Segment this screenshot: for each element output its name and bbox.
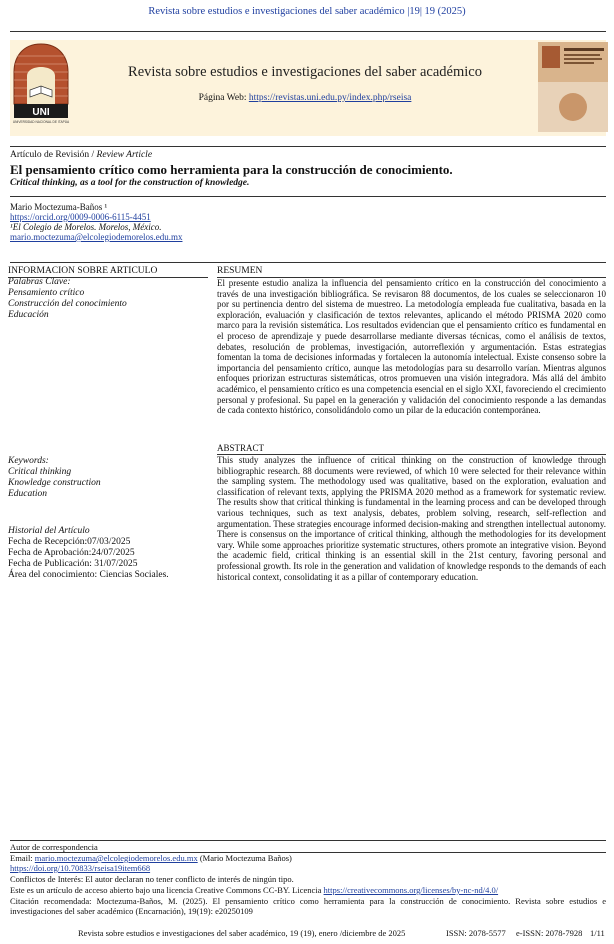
article-info <box>8 266 208 321</box>
knowledge-area: Área del conocimiento: Ciencias Sociales. <box>8 570 169 580</box>
website-line <box>85 93 525 103</box>
divider <box>10 840 606 841</box>
keywords-label: Palabras Clave: <box>8 277 71 287</box>
keyword-es: Construcción del conocimiento <box>8 299 127 309</box>
license-link[interactable]: https://creativecommons.org/licenses/by-nc-nd/4.0/ <box>323 885 499 895</box>
orcid-link[interactable]: https://orcid.org/0009-0006-6115-4451 <box>10 212 151 222</box>
page-footer <box>78 928 608 938</box>
keyword-en: Knowledge construction <box>8 478 101 488</box>
running-header: Revista sobre estudios e investigaciones del saber académico |19| 19 (2025) <box>148 6 466 17</box>
website-label: Página Web: <box>198 93 249 103</box>
divider <box>10 31 606 32</box>
divider <box>10 196 606 197</box>
article-title: El pensamiento crítico como herramienta para la construcción de conocimiento. <box>10 162 453 177</box>
abstract-heading: ABSTRACT <box>217 443 265 453</box>
correspondence-email: Email: mario.moctezuma@elcolegiodemorelos.edu.mx (Mario Moctezuma Baños) <box>10 853 292 863</box>
article-title-english: Critical thinking, as a tool for the construction of knowledge. <box>10 178 250 188</box>
footer-eissn: e-ISSN: 2078-7928 <box>516 928 583 938</box>
correspondence-email-link[interactable]: mario.moctezuma@elcolegiodemorelos.edu.mx <box>34 853 198 863</box>
journal-cover-image <box>538 42 608 132</box>
conflicts-statement: Conflictos de Interés: El autor declaran no tener conflicto de interés de ningún tipo. <box>10 874 294 884</box>
keyword-es: Educación <box>8 310 49 320</box>
history-label: Historial del Artículo <box>8 526 90 536</box>
received-date: Fecha de Recepción:07/03/2025 <box>8 537 131 547</box>
abstract-text: This study analyzes the influence of critical thinking on the construction of knowledge through bibliographic research. 88 documents were reviewed, of which 10 were selected for their relevance within the sampling system. The methodology used was qualitative, based on the exploration, evaluation and classification of relevant texts, applying the PRISMA 2020 method as a framework for systematic review. The results show that critical thinking is fundamental in the learning process and can be developed through various techniques, such as text analysis, debates, problem solving, research, self-reflection and argumentation. These strategies encourage informed decision-making and strengthen intellectual autonomy. There is consensus on the importance of critical thinking, although the methodologies for its development vary. While some approaches prioritize systematic structures, others promote an integrative vision. Beyond the academic field, critical thinking is an essential skill in the 21st century, favoring personal and professional growth. Its role in the generation and validation of knowledge responds to the demands of each historical context, consolidating it as a pillar of contemporary education. <box>217 455 606 582</box>
keyword-es: Pensamiento crítico <box>8 288 85 298</box>
recommended-citation: Citación recomendada: Moctezuma-Baños, M. (2025). El pensamiento crítico como herramienta para la construcción de conocimiento. Revista sobre estudios e investigaciones del saber académico (Encarnación), 19(19): e20250109 <box>10 896 606 916</box>
university-logo <box>12 42 70 124</box>
page-number: 1/11 <box>590 928 605 938</box>
keyword-en: Critical thinking <box>8 467 72 477</box>
article-type: Artículo de Revisión / Review Article <box>10 150 153 160</box>
author-affiliation: ¹El Colegio de Morelos. Morelos, México. <box>10 222 162 232</box>
author-name: Mario Moctezuma-Baños ¹ <box>10 202 108 212</box>
keywords-en-label: Keywords: <box>8 456 49 466</box>
divider <box>10 146 606 147</box>
divider <box>8 277 208 278</box>
correspondence-label: Autor de correspondencia <box>10 842 98 852</box>
divider <box>10 262 606 263</box>
approved-date: Fecha de Aprobación:24/07/2025 <box>8 548 135 558</box>
resumen-heading: RESUMEN <box>217 266 263 276</box>
license-statement: Este es un artículo de acceso abierto bajo una licencia Creative Commons CC-BY. Licencia https://creativecommons.org/licenses/by-nc-nd/4.0/ <box>10 885 499 895</box>
keyword-en: Education <box>8 489 48 499</box>
footer-journal: Revista sobre estudios e investigaciones del saber académico, 19 (19), enero /diciembre de 2025 <box>78 928 406 938</box>
journal-title: Revista sobre estudios e investigaciones del saber académico <box>128 64 482 80</box>
published-date: Fecha de Publicación: 31/07/2025 <box>8 559 138 569</box>
footer-issn: ISSN: 2078-5577 <box>446 928 506 938</box>
info-heading: INFORMACION SOBRE ARTICULO <box>8 266 158 276</box>
doi-link[interactable]: https://doi.org/10.70833/rseisa19item668 <box>10 863 151 873</box>
resumen-section <box>217 266 606 277</box>
resumen-text: El presente estudio analiza la influencia del pensamiento crítico en la construcción del conocimiento a través de una investigación bibliográfica. Se revisaron 88 documentos, de los cuales se seleccionaron 10 por su pertinencia dentro del sistema de muestreo. La metodología empleada fue cualitativa, basada en la exploración, evaluación y clasificación de textos relevantes, aplicando el método PRISMA 2020 como marco para la revisión sistemática. Los resultados evidencian que el pensamiento crítico es fundamental en el proceso de aprendizaje y puede desarrollarse mediante diversas técnicas, como el análisis de textos, debates, resolución de problemas, investigación, autorreflexión y argumentación. Estas estrategias fomentan la toma de decisiones informadas y fortalecen la autonomía intelectual. Existe consenso sobre la importancia del pensamiento crítico, aunque las metodologías para su desarrollo varían. Mientras algunos enfoques priorizan estructuras sistemáticas, otros promueven una visión integradora. Más allá del ámbito académico, el pensamiento crítico es una competencia esencial en el siglo XXI, favoreciendo el crecimiento personal y profesional. Su papel en la generación y validación del conocimiento responde a las demandas de cada contexto histórico, consolidándolo como un pilar de la educación contemporánea. <box>217 278 606 416</box>
keywords-english <box>8 456 208 500</box>
svg-text:UNIVERSIDAD NACIONAL DE ITAPÚA: UNIVERSIDAD NACIONAL DE ITAPÚA <box>12 120 70 124</box>
author-email-link[interactable]: mario.moctezuma@elcolegiodemorelos.edu.mx <box>10 232 183 242</box>
journal-banner <box>10 40 606 136</box>
website-link[interactable]: https://revistas.uni.edu.py/index.php/rseisa <box>248 93 412 103</box>
svg-text:UNI: UNI <box>32 107 50 118</box>
article-history <box>8 526 208 581</box>
